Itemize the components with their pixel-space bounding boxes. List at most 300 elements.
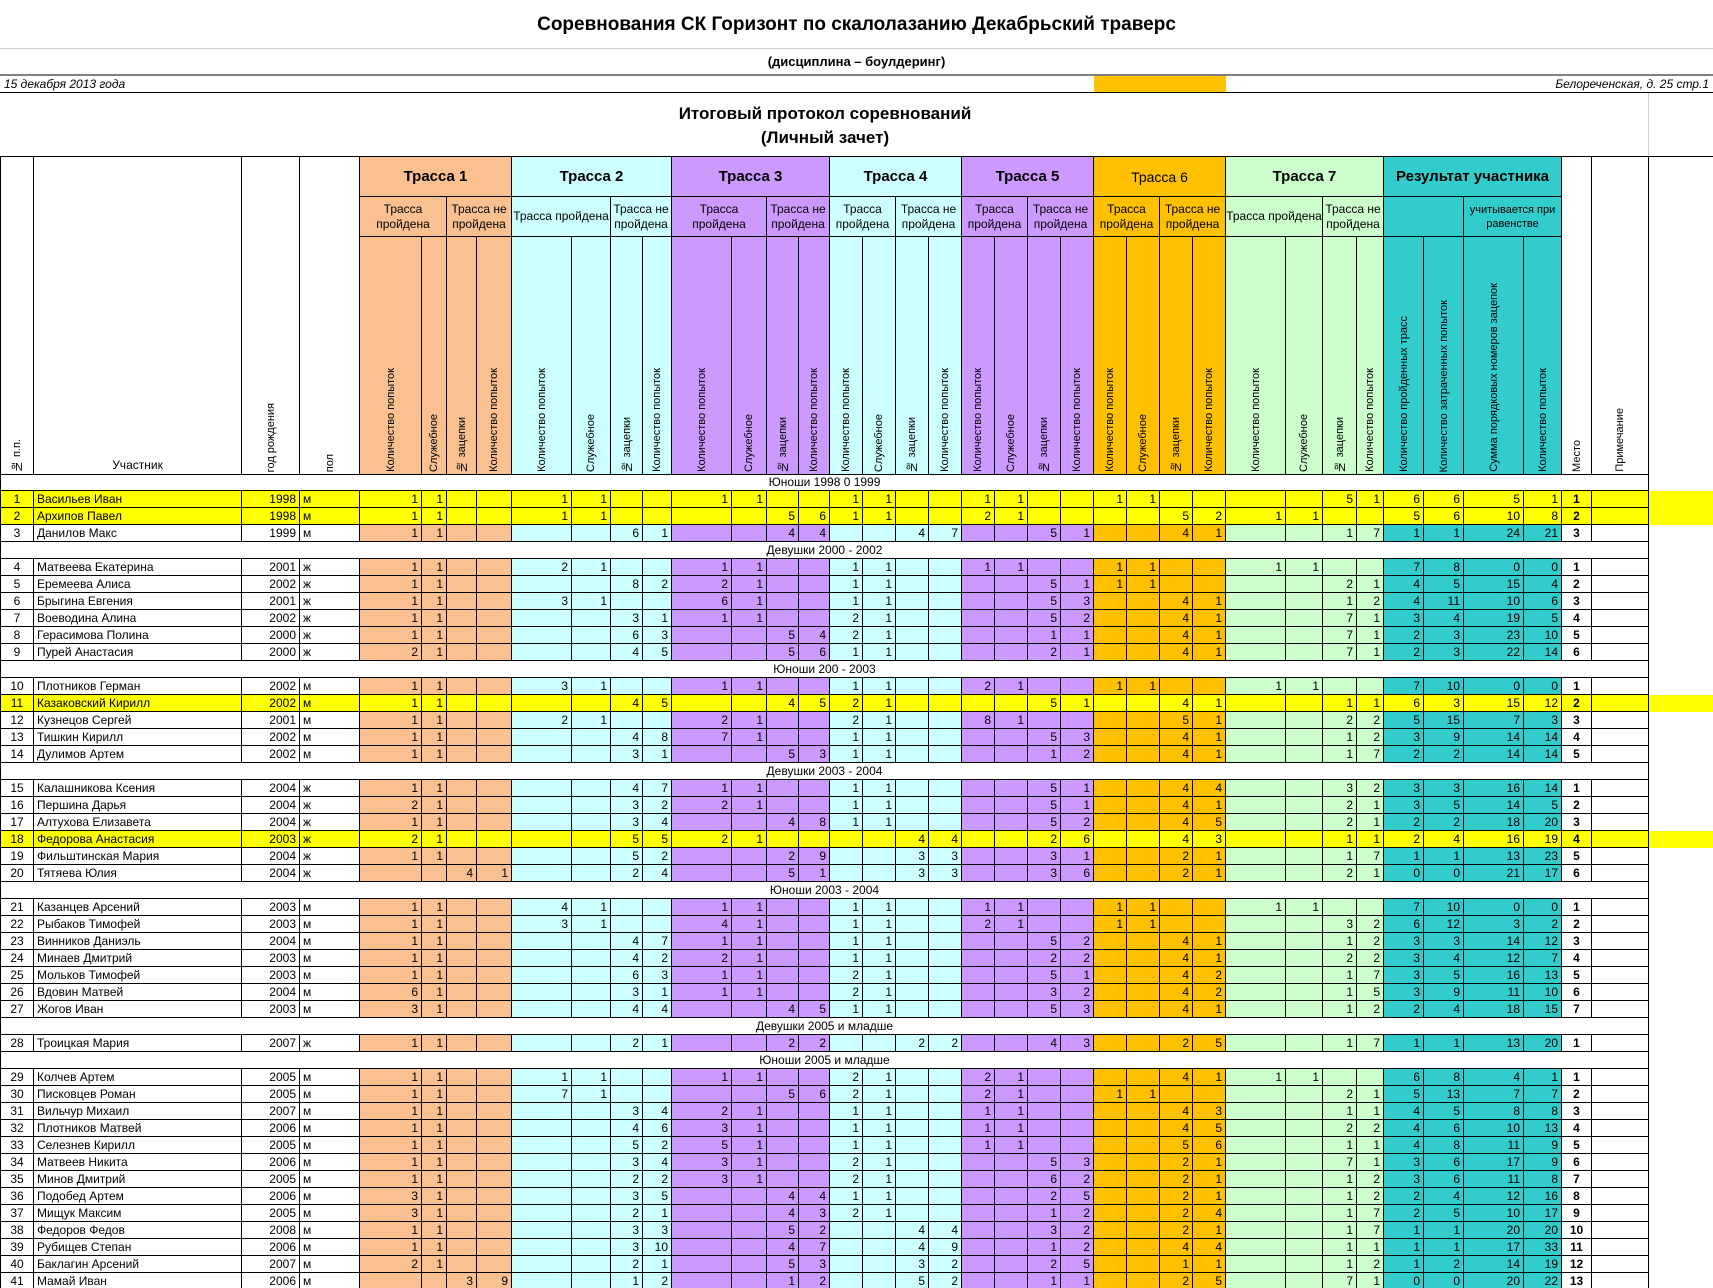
result-cell: 4 [1384, 593, 1424, 610]
track-1-cell: 1 [360, 610, 422, 627]
result-cell: 5 [1424, 576, 1464, 593]
track-6-cell [1094, 1256, 1127, 1273]
track-7-cell [1226, 1120, 1286, 1137]
track-1-cell: 1 [360, 1239, 422, 1256]
track-4-not-passed-header: Трасса не пройдена [896, 197, 962, 237]
track-6-cell [1127, 780, 1160, 797]
birth-year: 2006 [242, 1154, 300, 1171]
track-6-cell [1094, 865, 1127, 882]
track-4-cell [929, 1120, 962, 1137]
track-5-cell: 2 [1061, 814, 1094, 831]
track-6-cell: 1 [1193, 865, 1226, 882]
track-3-cell: 1 [767, 1273, 799, 1288]
track-3-cell [672, 746, 732, 763]
result-cell: 3 [1424, 644, 1464, 661]
track-7-cell: 1 [1226, 1069, 1286, 1086]
track-3-cell: 4 [799, 525, 830, 542]
track-5-cell: 1 [1061, 848, 1094, 865]
participant-name: Мищук Максим [34, 1205, 242, 1222]
track-2-cell [512, 984, 572, 1001]
track-4-cell [929, 678, 962, 695]
track-2-cell: 5 [643, 1188, 672, 1205]
track-6-cell [1094, 1137, 1127, 1154]
track-6-cell [1094, 950, 1127, 967]
participant-name: Плотников Герман [34, 678, 242, 695]
birth-year: 2001 [242, 712, 300, 729]
track-1-cell [447, 559, 477, 576]
track-3-cell: 1 [732, 1171, 767, 1188]
result-cell: 13 [1464, 848, 1524, 865]
note-cell [1592, 1103, 1649, 1120]
track-7-cell: 1 [1323, 967, 1357, 984]
result-cell: 4 [1524, 576, 1562, 593]
track-3-cell [732, 865, 767, 882]
track-2-cell: 2 [611, 865, 643, 882]
track-1-cell: 3 [447, 1273, 477, 1288]
place-cell: 3 [1562, 814, 1592, 831]
row-number: 37 [0, 1205, 34, 1222]
note-cell [1592, 899, 1649, 916]
result-cell: 2 [1384, 1001, 1424, 1018]
place-cell: 5 [1562, 627, 1592, 644]
track-5-cell: 1 [995, 899, 1028, 916]
result-cell: 19 [1464, 610, 1524, 627]
track-5-cell: 5 [1028, 610, 1061, 627]
track-5-cell: 1 [1028, 627, 1061, 644]
track-1-cell: 1 [360, 899, 422, 916]
sex: м [300, 1205, 360, 1222]
track-3-cell: 4 [767, 695, 799, 712]
track-4-cell: 1 [830, 746, 863, 763]
participant-name: Казанцев Арсений [34, 899, 242, 916]
participant-name: Подобед Артем [34, 1188, 242, 1205]
track-2-cell: 2 [643, 576, 672, 593]
track-5-cell [962, 1188, 995, 1205]
sex: м [300, 967, 360, 984]
track-3-cell [767, 967, 799, 984]
track-5-cell: 2 [1028, 1256, 1061, 1273]
track-1-cell [477, 559, 512, 576]
track-6-cell [1094, 814, 1127, 831]
track-5-cell: 5 [1028, 797, 1061, 814]
track-2-cell: 5 [643, 644, 672, 661]
participant-name: Рубищев Степан [34, 1239, 242, 1256]
result-cell: 21 [1524, 525, 1562, 542]
track-7-cell [1357, 559, 1384, 576]
track-1-cell: 1 [422, 576, 447, 593]
track-3-cell: 4 [767, 814, 799, 831]
note-cell [1592, 559, 1649, 576]
track-4-cell: 1 [863, 933, 896, 950]
track-5-cell: 5 [1028, 933, 1061, 950]
sex: м [300, 678, 360, 695]
track-7-cell [1286, 593, 1323, 610]
track-2-cell: 1 [572, 1086, 611, 1103]
track-7-cell: 5 [1357, 984, 1384, 1001]
track-4-col-service [863, 237, 896, 475]
track-7-cell: 2 [1323, 576, 1357, 593]
result-cell: 11 [1424, 593, 1464, 610]
track-1-col-attempts [477, 237, 512, 475]
track-1-cell: 1 [422, 525, 447, 542]
track-6-cell: 2 [1160, 1171, 1193, 1188]
track-1-cell [477, 525, 512, 542]
birth-year: 1998 [242, 491, 300, 508]
track-5-cell: 2 [1061, 984, 1094, 1001]
track-1-cell [447, 695, 477, 712]
place-cell: 2 [1562, 508, 1592, 525]
participant-name: Кузнецов Сергей [34, 712, 242, 729]
track-7-cell: 1 [1323, 984, 1357, 1001]
participant-name: Тятяева Юлия [34, 865, 242, 882]
track-7-cell: 2 [1357, 933, 1384, 950]
track-2-cell: 3 [643, 627, 672, 644]
result-cell: 23 [1464, 627, 1524, 644]
result-cell: 16 [1524, 1188, 1562, 1205]
track-4-cell [929, 899, 962, 916]
track-1-cell: 1 [422, 1069, 447, 1086]
track-4-cell: 1 [830, 1001, 863, 1018]
birth-year: 2004 [242, 797, 300, 814]
result-cell: 5 [1424, 1205, 1464, 1222]
track-4-cell: 4 [896, 525, 929, 542]
track-6-cell [1193, 559, 1226, 576]
track-7-cell [1286, 712, 1323, 729]
track-1-cell: 1 [422, 593, 447, 610]
track-1-cell [477, 1188, 512, 1205]
track-6-cell: 1 [1127, 1086, 1160, 1103]
track-1-cell [447, 984, 477, 1001]
track-3-not-passed-header: Трасса не пройдена [767, 197, 830, 237]
track-6-cell: 1 [1094, 678, 1127, 695]
track-3-cell [799, 729, 830, 746]
track-6-cell [1127, 1188, 1160, 1205]
track-4-cell [830, 525, 863, 542]
track-2-cell [572, 933, 611, 950]
result-cell: 3 [1384, 950, 1424, 967]
track-1-cell: 1 [422, 746, 447, 763]
table-row [0, 593, 1713, 610]
track-5-cell [995, 1239, 1028, 1256]
track-4-cell: 2 [830, 984, 863, 1001]
track-3-cell [767, 1154, 799, 1171]
track-4-cell [830, 1239, 863, 1256]
sex: ж [300, 1035, 360, 1052]
row-number: 29 [0, 1069, 34, 1086]
track-3-cell [799, 797, 830, 814]
note-cell [1592, 491, 1649, 508]
result-cell: 4 [1384, 1120, 1424, 1137]
track-4-col-attempts [929, 237, 962, 475]
track-6-cell: 3 [1193, 1103, 1226, 1120]
track-1-cell [477, 593, 512, 610]
track-4-cell: 1 [830, 1188, 863, 1205]
table-row [0, 1069, 1713, 1086]
track-2-cell: 3 [611, 1239, 643, 1256]
track-7-cell [1286, 729, 1323, 746]
track-5-passed-header: Трасса пройдена [962, 197, 1028, 237]
result-cell: 14 [1524, 729, 1562, 746]
track-5-cell: 2 [1061, 950, 1094, 967]
track-5-cell [962, 848, 995, 865]
track-1-cell: 1 [360, 848, 422, 865]
track-5-cell [962, 729, 995, 746]
track-4-cell [929, 1137, 962, 1154]
track-7-cell [1226, 1171, 1286, 1188]
track-2-cell [512, 1222, 572, 1239]
track-2-cell: 8 [611, 576, 643, 593]
track-6-cell [1160, 491, 1193, 508]
track-3-cell: 8 [799, 814, 830, 831]
track-3-cell [672, 1256, 732, 1273]
result-cell: 10 [1464, 1120, 1524, 1137]
birth-year: 2007 [242, 1256, 300, 1273]
track-6-cell [1160, 576, 1193, 593]
track-4-header: Трасса 4 [830, 157, 962, 197]
track-2-not-passed-header: Трасса не пройдена [611, 197, 672, 237]
track-7-cell [1286, 933, 1323, 950]
note-cell [1592, 1001, 1649, 1018]
place-cell: 1 [1562, 780, 1592, 797]
track-2-cell [643, 1086, 672, 1103]
track-2-cell [512, 644, 572, 661]
track-7-cell [1226, 1239, 1286, 1256]
track-6-cell [1094, 1035, 1127, 1052]
result-cell: 6 [1384, 491, 1424, 508]
result-cell: 2 [1524, 916, 1562, 933]
track-6-cell: 1 [1193, 627, 1226, 644]
note-cell [1592, 525, 1649, 542]
result-cell: 3 [1424, 933, 1464, 950]
track-7-cell [1286, 1273, 1323, 1288]
track-3-cell [732, 627, 767, 644]
track-7-cell: 1 [1226, 678, 1286, 695]
result-cell: 3 [1384, 933, 1424, 950]
track-4-cell: 4 [896, 1222, 929, 1239]
note-cell [1592, 780, 1649, 797]
track-4-cell [929, 950, 962, 967]
result-cell: 3 [1384, 1154, 1424, 1171]
track-3-cell [767, 559, 799, 576]
header-sex-label: пол [323, 453, 336, 472]
track-7-cell: 2 [1323, 712, 1357, 729]
track-6-cell [1127, 1273, 1160, 1288]
track-6-cell: 4 [1160, 593, 1193, 610]
track-3-col-service-label: Служебное [743, 414, 755, 472]
track-1-cell: 1 [360, 576, 422, 593]
track-3-cell [672, 1001, 732, 1018]
track-1-cell: 1 [360, 814, 422, 831]
track-5-cell [1028, 1103, 1061, 1120]
track-6-cell: 4 [1160, 967, 1193, 984]
track-5-cell: 1 [1061, 780, 1094, 797]
track-1-cell: 1 [422, 1188, 447, 1205]
track-1-cell [447, 729, 477, 746]
track-4-cell [830, 848, 863, 865]
track-6-cell: 1 [1193, 695, 1226, 712]
birth-year: 2006 [242, 1188, 300, 1205]
participant-name: Архипов Павел [34, 508, 242, 525]
group-row [0, 474, 1713, 491]
track-6-cell [1094, 1001, 1127, 1018]
track-3-cell: 1 [672, 610, 732, 627]
track-6-cell [1094, 797, 1127, 814]
track-7-cell: 7 [1357, 525, 1384, 542]
place-cell: 2 [1562, 695, 1592, 712]
track-6-cell: 3 [1193, 831, 1226, 848]
track-5-cell [1061, 559, 1094, 576]
track-5-cell [962, 984, 995, 1001]
track-5-cell: 2 [1061, 610, 1094, 627]
track-2-cell: 3 [611, 1154, 643, 1171]
track-6-cell [1127, 1120, 1160, 1137]
sex: ж [300, 831, 360, 848]
track-6-cell: 1 [1094, 1086, 1127, 1103]
track-1-cell: 1 [360, 712, 422, 729]
track-3-cell [799, 1171, 830, 1188]
track-4-cell: 1 [830, 678, 863, 695]
sex: м [300, 1222, 360, 1239]
track-1-cell [447, 916, 477, 933]
track-3-cell [672, 525, 732, 542]
track-2-cell [643, 491, 672, 508]
result-cell: 4 [1424, 1188, 1464, 1205]
participant-name: Баклагин Арсений [34, 1256, 242, 1273]
track-5-cell: 6 [1061, 865, 1094, 882]
track-1-cell: 3 [360, 1188, 422, 1205]
track-1-cell: 1 [422, 491, 447, 508]
track-3-cell [672, 1222, 732, 1239]
track-2-cell [572, 1035, 611, 1052]
track-2-cell: 3 [611, 1188, 643, 1205]
track-5-cell [1028, 1137, 1061, 1154]
track-5-cell: 3 [1061, 729, 1094, 746]
track-6-cell: 1 [1094, 491, 1127, 508]
table-row [0, 1154, 1713, 1171]
track-2-cell: 6 [611, 627, 643, 644]
note-cell [1592, 746, 1649, 763]
track-7-cell: 3 [1323, 780, 1357, 797]
track-1-cell: 3 [360, 1205, 422, 1222]
track-6-cell: 4 [1160, 644, 1193, 661]
sex: м [300, 1001, 360, 1018]
result-cell: 6 [1384, 916, 1424, 933]
track-1-cell: 1 [422, 712, 447, 729]
track-3-cell: 7 [799, 1239, 830, 1256]
track-2-cell [512, 1001, 572, 1018]
result-cell: 13 [1524, 1120, 1562, 1137]
track-2-cell: 3 [611, 1103, 643, 1120]
track-6-cell [1094, 1222, 1127, 1239]
track-1-cell: 1 [422, 933, 447, 950]
track-4-cell: 1 [863, 559, 896, 576]
birth-year: 2007 [242, 1103, 300, 1120]
orange-marker [1094, 76, 1226, 92]
result-cell: 5 [1424, 967, 1464, 984]
table-row [0, 967, 1713, 984]
track-4-cell [896, 1103, 929, 1120]
track-3-cell [799, 967, 830, 984]
track-1-cell: 1 [422, 848, 447, 865]
track-7-cell: 2 [1357, 593, 1384, 610]
track-7-cell [1286, 848, 1323, 865]
track-2-col-service-label: Служебное [585, 414, 597, 472]
result-col-3-label: Количество попыток [1536, 368, 1549, 472]
track-7-cell: 2 [1323, 1120, 1357, 1137]
track-6-col-attempts-label: Количество попыток [1104, 368, 1116, 472]
track-3-cell: 1 [732, 916, 767, 933]
track-2-cell [611, 678, 643, 695]
track-3-cell [767, 491, 799, 508]
row-number: 2 [0, 508, 34, 525]
track-2-cell: 4 [611, 1001, 643, 1018]
track-1-cell [477, 678, 512, 695]
result-cell: 7 [1524, 1086, 1562, 1103]
track-5-cell [1028, 491, 1061, 508]
track-6-cell [1094, 746, 1127, 763]
result-col-2 [1464, 237, 1524, 475]
track-7-cell [1226, 729, 1286, 746]
track-3-cell [732, 1188, 767, 1205]
track-6-cell: 1 [1193, 1188, 1226, 1205]
track-6-cell [1094, 712, 1127, 729]
note-cell [1592, 967, 1649, 984]
track-6-col-attempts [1094, 237, 1127, 475]
track-4-cell: 4 [929, 1222, 962, 1239]
result-cell: 9 [1424, 984, 1464, 1001]
track-5-cell: 1 [1061, 644, 1094, 661]
track-2-cell [572, 1222, 611, 1239]
track-2-cell [572, 746, 611, 763]
track-2-cell: 7 [643, 780, 672, 797]
track-3-cell: 5 [767, 865, 799, 882]
track-4-cell [929, 916, 962, 933]
birth-year: 2004 [242, 984, 300, 1001]
track-3-col-hold [767, 237, 799, 475]
track-5-cell [962, 950, 995, 967]
track-7-cell: 1 [1323, 933, 1357, 950]
track-2-col-hold [611, 237, 643, 475]
track-6-cell [1094, 984, 1127, 1001]
participant-name: Тишкин Кирилл [34, 729, 242, 746]
birth-year: 2003 [242, 916, 300, 933]
track-1-cell: 1 [422, 508, 447, 525]
result-cell: 13 [1524, 967, 1562, 984]
track-1-col-attempts-label: Количество попыток [488, 368, 500, 472]
result-cell: 6 [1424, 1120, 1464, 1137]
track-3-cell [672, 1239, 732, 1256]
track-7-cell: 1 [1357, 831, 1384, 848]
event-date: 15 декабря 2013 года [4, 77, 126, 91]
track-1-cell: 1 [360, 678, 422, 695]
result-col-1 [1424, 237, 1464, 475]
result-cell: 3 [1384, 797, 1424, 814]
track-1-cell [477, 1239, 512, 1256]
track-4-cell: 3 [896, 865, 929, 882]
track-5-cell: 2 [962, 678, 995, 695]
track-3-cell: 2 [799, 1035, 830, 1052]
result-cell: 1 [1384, 1222, 1424, 1239]
track-5-cell: 2 [1028, 950, 1061, 967]
track-1-cell: 1 [422, 1239, 447, 1256]
track-2-cell [572, 1137, 611, 1154]
track-6-cell: 2 [1160, 1188, 1193, 1205]
track-3-cell: 5 [767, 746, 799, 763]
track-2-cell [512, 933, 572, 950]
track-2-cell [512, 1239, 572, 1256]
result-cell: 24 [1464, 525, 1524, 542]
birth-year: 2003 [242, 1001, 300, 1018]
